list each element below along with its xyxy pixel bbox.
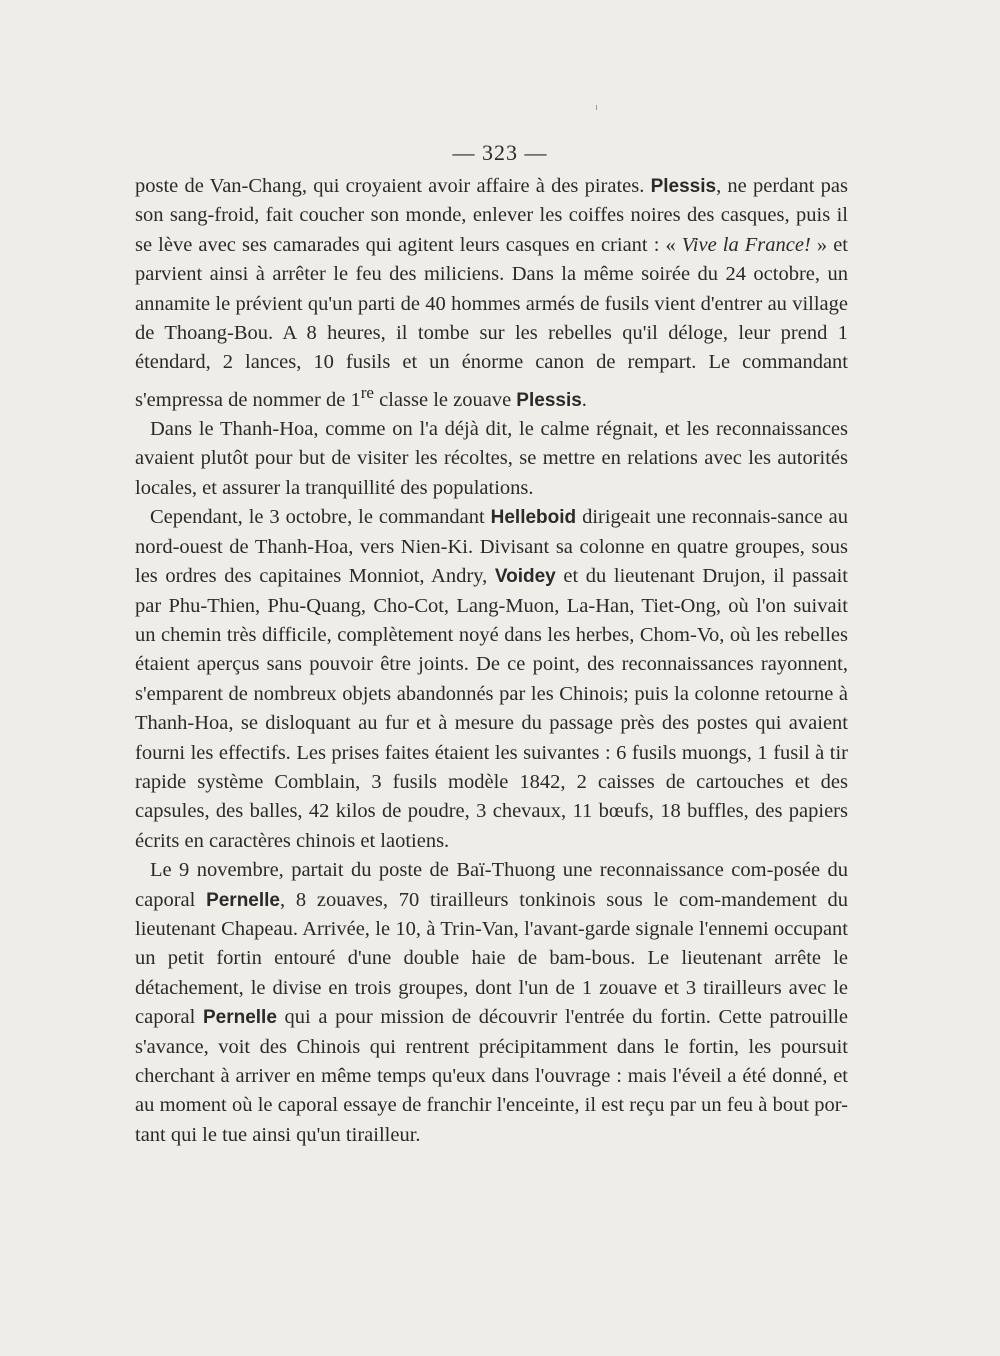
name-plessis: Plessis: [650, 176, 717, 197]
superscript: re: [360, 382, 374, 402]
name-voidey: Voidey: [494, 566, 556, 588]
paragraph-4: Le 9 novembre, partait du poste de Baï-Thuong une reconnaissance com-posée du caporal Pernelle, 8 zouaves, 70 tirailleurs tonkinois sous le com-mandement du lieutenant Chapeau. Arrivée, le 10, à Trin-Van, l'avant-garde signale l'ennemi occupant un petit fortin entouré d'une double haie de bam-bous. Le lieutenant arrête le détachement, le divise en trois groupes, dont l'un de 1 zouave et 3 tirailleurs avec le caporal Pernelle qui a pour mission de découvrir l'entrée du fortin. Cette patrouille s'avance, voit des Chinois qui rentrent précipitamment dans le fortin, les poursuit cherchant à arriver en même temps qu'eux dans l'ouvrage : mais l'éveil a été donné, et au moment où le caporal essaye de franchir l'enceinte, il est reçu par un feu à bout por-tant qui le tue ainsi qu'un tirailleur.: [135, 859, 848, 1146]
paper-mark: [596, 105, 597, 110]
name-pernelle: Pernelle: [202, 1007, 277, 1029]
italic-quote: Vive la France!: [681, 233, 811, 256]
paragraph-2: Dans le Thanh-Hoa, comme on l'a déjà dit, le calme régnait, et les reconnaissances avaient plutôt pour but de visiter les récoltes, se mettre en relations avec les autorités locales, et assurer la tranquillité des populations.: [135, 418, 848, 499]
body-text: [135, 172, 848, 1150]
paragraph-1: poste de Van-Chang, qui croyaient avoir affaire à des pirates. Plessis, ne perdant pas son sang-froid, fait coucher son monde, enlever les coiffes noires des casques, puis il se lève avec ses camarades qui agitent leurs casques en criant : « Vive la France! » et parvient ainsi à arrêter le feu des miliciens. Dans la même soirée du 24 octobre, un annamite le prévient qu'un parti de 40 hommes armés de fusils vient d'entrer au village de Thoang-Bou. A 8 heures, il tombe sur les rebelles qu'il déloge, leur prend 1 étendard, 2 lances, 10 fusils et un énorme canon de rempart. Le commandant s'empressa de nommer de 1re classe le zouave Plessis.: [135, 175, 849, 411]
name-helleboid: Helleboid: [490, 507, 577, 529]
paragraph-3: Cependant, le 3 octobre, le commandant Helleboid dirigeait une reconnais-sance au nord-ouest de Thanh-Hoa, vers Nien-Ki. Divisant sa colonne en quatre groupes, sous les ordres des capitaines Monniot, Andry, Voidey et du lieutenant Drujon, il passait par Phu-Thien, Phu-Quang, Cho-Cot, Lang-Muon, La-Han, Tiet-Ong, où l'on suivait un chemin très difficile, complètement noyé dans les herbes, Chom-Vo, où les rebelles étaient aperçus sans pouvoir être joints. De ce point, des reconnaissances rayonnent, s'emparent de nombreux objets abandonnés par les Chinois; puis la colonne retourne à Thanh-Hoa, se disloquant au fur et à mesure du passage près des postes qui avaient fourni les effectifs. Les prises faites étaient les suivantes : 6 fusils muongs, 1 fusil à tir rapide système Comblain, 3 fusils modèle 1842, 2 caisses de cartouches et des capsules, des balles, 42 kilos de poudre, 3 chevaux, 11 bœufs, 18 buffles, des papiers écrits en caractères chinois et laotiens.: [135, 506, 849, 852]
name-plessis: Plessis: [516, 389, 582, 411]
name-pernelle: Pernelle: [206, 889, 280, 911]
page-number: — 323 —: [452, 140, 548, 165]
